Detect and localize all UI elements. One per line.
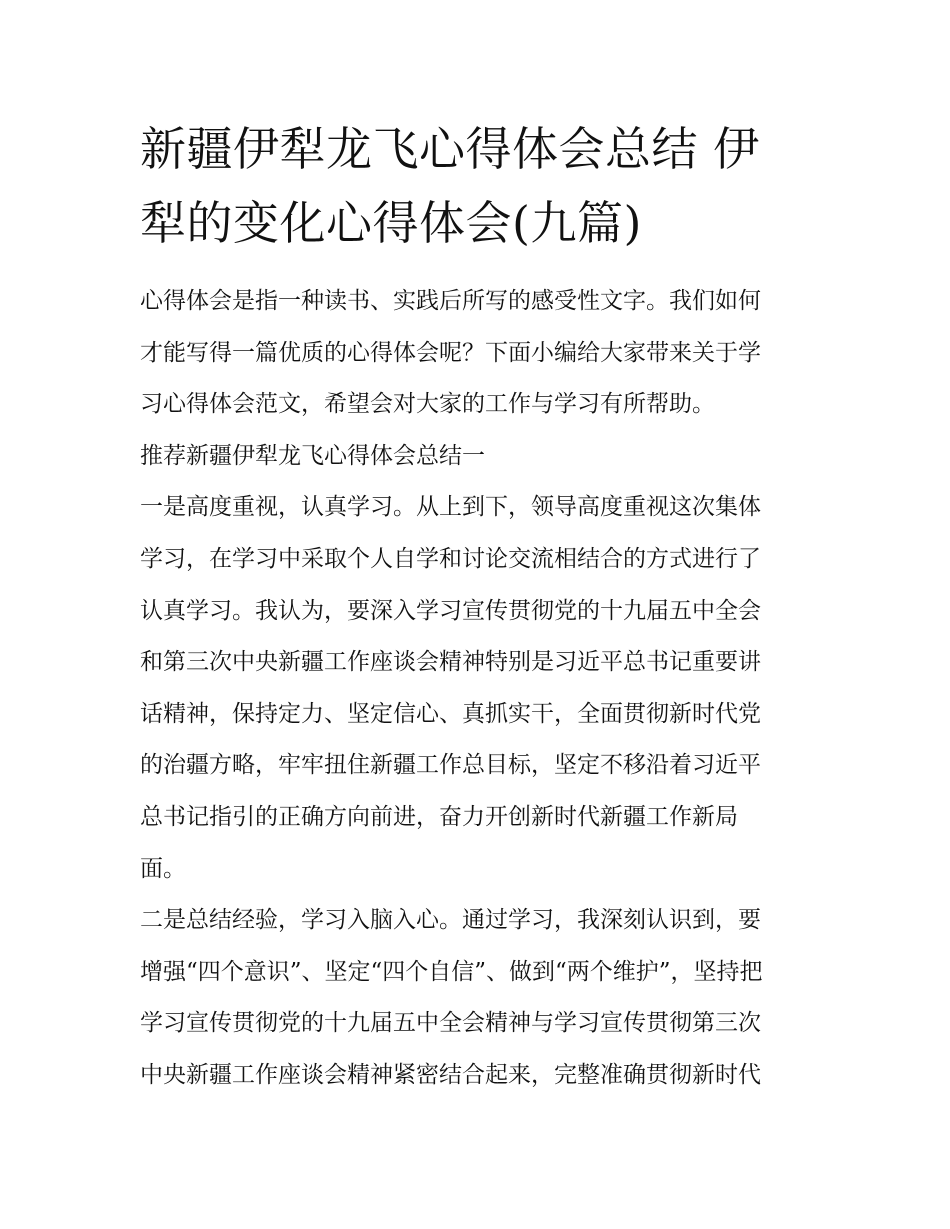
section-heading: 推荐新疆伊犁龙飞心得体会总结一 — [140, 442, 485, 469]
body-line: 话精神，保持定力、坚定信心、真抓实干，全面贯彻新时代党 — [140, 700, 761, 727]
body-line: 二是总结经验，学习入脑入心。通过学习，我深刻认识到，要 — [140, 907, 761, 934]
title-line-2: 犁的变化心得体会(九篇) — [140, 196, 642, 250]
body-line: 总书记指引的正确方向前进，奋力开创新时代新疆工作新局 — [140, 803, 738, 830]
body-line: 增强“四个意识”、坚定“四个自信”、做到“两个维护”，坚持把 — [140, 958, 763, 985]
body-line: 认真学习。我认为，要深入学习宣传贯彻党的十九届五中全会 — [140, 597, 761, 624]
body-line: 才能写得一篇优质的心得体会呢？下面小编给大家带来关于学 — [140, 339, 761, 366]
body-line: 一是高度重视，认真学习。从上到下，领导高度重视这次集体 — [140, 494, 761, 521]
body-line: 学习，在学习中采取个人自学和讨论交流相结合的方式进行了 — [140, 545, 761, 572]
body-line: 面。 — [140, 855, 186, 882]
body-line: 中央新疆工作座谈会精神紧密结合起来，完整准确贯彻新时代 — [140, 1061, 761, 1088]
body-line: 心得体会是指一种读书、实践后所写的感受性文字。我们如何 — [140, 288, 761, 314]
body-line: 习心得体会范文，希望会对大家的工作与学习有所帮助。 — [140, 391, 715, 418]
document-title — [140, 112, 810, 260]
body-line: 和第三次中央新疆工作座谈会精神特别是习近平总书记重要讲 — [140, 649, 761, 676]
title-line-1: 新疆伊犁龙飞心得体会总结 伊 — [140, 122, 760, 176]
document-body — [140, 276, 812, 1102]
body-line: 的治疆方略，牢牢扭住新疆工作总目标，坚定不移沿着习近平 — [140, 752, 761, 779]
body-line: 学习宣传贯彻党的十九届五中全会精神与学习宣传贯彻第三次 — [140, 1010, 761, 1037]
